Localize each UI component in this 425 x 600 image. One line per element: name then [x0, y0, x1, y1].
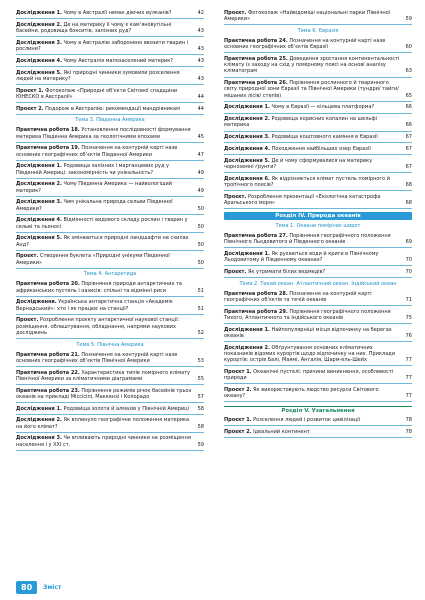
toc-entry-type: Дослідження 3. — [16, 435, 62, 442]
toc-entry-page: 49 — [197, 187, 204, 194]
toc-entry-title: Як змінюються природні ландшафти на схилах Анд? — [16, 235, 189, 248]
toc-entry-page: 51 — [197, 287, 204, 294]
toc-entry-page: 69 — [405, 239, 412, 245]
toc-entry-page: 77 — [405, 375, 412, 381]
toc-entry-type: Дослідження 3. — [16, 199, 62, 206]
toc-entry-type: Практична робота 18. — [16, 127, 80, 134]
toc-entry-title: Обґрунтування основних кліматичних показників відомих курортів щодо відпочинку на них. Приклади курортів: острів Балі, Маямі, Анталія, Шарм-ель-Шейх — [224, 344, 395, 363]
toc-entry[interactable] — [16, 217, 204, 232]
toc-entry-title: Як відрізняється клімат пустель помірного й тропічного поясів? — [224, 175, 390, 188]
toc-entry-page: 77 — [405, 393, 412, 399]
toc-entry-type: Дослідження 3. — [16, 39, 62, 46]
toc-entry-type: Практична робота 23. — [16, 387, 80, 394]
toc-entry-type: Дослідження. — [16, 299, 57, 306]
toc-entry-page: 60 — [405, 44, 412, 51]
toc-entry[interactable] — [16, 181, 204, 196]
toc-entry-title: Створення буклета «Природні унікуми Південної Америки» — [16, 253, 170, 266]
toc-entry[interactable] — [224, 176, 412, 191]
toc-entry-title: Розселення людей і розвиток цивілізації — [251, 417, 361, 424]
toc-entry-title: Чому в Австралії немає діючих вулканів? — [61, 10, 172, 16]
toc-entry-title: Позначення на контурній карті географічних об’єктів та течій океанів — [224, 290, 372, 303]
toc-entry[interactable] — [16, 352, 204, 367]
toc-entry-title: Де на материку її чому є кам’яновугільні басейни, родовища бокситів, залізних руд? — [16, 21, 172, 34]
toc-entry[interactable] — [224, 251, 412, 266]
toc-entry-page: 42 — [197, 10, 204, 16]
toc-entry-title: Доведення зростання континентальності клімату із заходу на схід у помірному поясі на основі аналізу кліматограм — [224, 56, 400, 75]
toc-entry-type: Дослідження 1. — [16, 405, 62, 412]
toc-entry-title: Порівняння географічного положення Північного Льодовитого й Південного океанів — [224, 232, 391, 245]
toc-theme-heading: Тема 1. Океани помірних широт — [275, 222, 361, 229]
toc-entry[interactable] — [16, 417, 204, 432]
toc-entry-page: 65 — [405, 92, 412, 99]
toc-entry-type: Дослідження 1. — [16, 10, 62, 16]
toc-entry-type: Практична робота 22. — [16, 369, 80, 376]
toc-entry-type: Проєкт 1. — [224, 368, 252, 375]
toc-entry-title: Як вплинуло географічне положення материка на його клімат? — [16, 417, 190, 430]
toc-entry[interactable] — [224, 158, 412, 173]
toc-entry-title: Чому в Євразії — кільцева платформа? — [269, 104, 375, 111]
toc-entry-type: Практична робота 27. — [224, 232, 288, 239]
toc-entry-page: 77 — [405, 357, 412, 363]
toc-entry-page: 75 — [405, 314, 412, 321]
toc-entry-page: 47 — [197, 151, 204, 158]
toc-entry[interactable] — [16, 106, 204, 115]
toc-theme-heading: Тема 5. Північна Америка — [76, 341, 144, 348]
toc-entry[interactable] — [16, 406, 204, 415]
toc-theme-heading: Тема 3. Південна Америка — [75, 117, 145, 124]
toc-entry[interactable] — [224, 56, 412, 78]
toc-entry-page: 68 — [405, 200, 412, 206]
toc-entry-page: 63 — [405, 68, 412, 75]
toc-entry-type: Дослідження 2. — [224, 344, 270, 351]
toc-entry-title: Найпопулярніші місця відпочинку на берегах океанів — [224, 326, 392, 339]
toc-entry[interactable] — [16, 388, 204, 403]
toc-entry-title: Фотоколаж «Природні об’єкти Світової спадщини ЮНЕСКО в Австралії» — [16, 87, 178, 100]
toc-entry-page: 78 — [405, 429, 412, 435]
toc-entry-type: Дослідження 1. — [224, 250, 270, 257]
toc-entry-type: Дослідження 2. — [16, 417, 62, 424]
toc-entry-type: Проєкт 1. — [16, 87, 44, 94]
toc-entry[interactable] — [224, 327, 412, 342]
toc-entry[interactable] — [16, 299, 204, 314]
toc-entry-title: Фотоколаж «Найвідоміші національні парки Північної Америки» — [224, 10, 391, 23]
toc-entry[interactable] — [224, 309, 412, 324]
toc-section-heading: Розділ V. Узагальнення — [224, 406, 412, 415]
toc-entry-title: Розроблення проєкту антарктичної наукової станції: розміщення, облаштування, обладнання, напрями наукових досліджень — [16, 317, 180, 336]
toc-entry-type: Практична робота 28. — [224, 290, 288, 297]
toc-entry-title: Чому Австралія малозаселений материк? — [61, 57, 173, 64]
toc-entry-title: Відмінності видового складу рослин і тварин у сельві та льяносі — [16, 217, 188, 230]
toc-entry-page: 43 — [197, 46, 204, 52]
toc-entry-page: 58 — [197, 423, 204, 430]
toc-entry-page: 78 — [405, 417, 412, 424]
toc-entry-type: Проєкт. — [16, 253, 39, 260]
page-footer — [16, 580, 61, 594]
toc-entry-title: Позначення на контурній карті назв основних географічних об’єктів Північної Америки — [16, 351, 178, 364]
toc-entry-title: Як використовують людство ресурси Світового океану? — [224, 386, 379, 399]
toc-entry-title: Установлення послідовності формування материка Південна Америка за геологічними епохами — [16, 127, 191, 140]
toc-entry[interactable] — [16, 70, 204, 85]
toc-entry-title: Ідеальний континент — [251, 429, 310, 435]
toc-entry-title: Подорож в Австралію: рекомендації мандрівникам — [43, 105, 180, 112]
toc-entry-title: Чим унікальна природа сельви Південної Америки? — [16, 199, 173, 212]
toc-entry-title: Чому Південна Америка — найвологіший материк? — [16, 181, 172, 194]
toc-entry-title: Походження найбільших озер Євразії — [269, 146, 371, 152]
toc-entry-page: 50 — [197, 259, 204, 266]
toc-entry-type: Проєкт 2. — [224, 429, 252, 435]
toc-entry-page: 43 — [197, 28, 204, 34]
toc-entry-title: Які природні чинники зумовили розселення людей на материку? — [16, 69, 180, 82]
toc-entry-type: Проєкт 2. — [16, 105, 44, 112]
toc-entry[interactable] — [16, 253, 204, 268]
toc-entry-page: 76 — [405, 332, 412, 339]
toc-entry-title: Родовища залізних і марганцевих руд у Південній Америці: закономірність чи унікальність? — [16, 163, 169, 176]
toc-entry-title: Як рухаються води й криги в Північному Льодовитому й Південному океанах? — [224, 250, 379, 263]
toc-entry-type: Проєкт. — [224, 193, 247, 200]
toc-entry-title: Порівняння рослинного й тваринного світу природної зони Євразії та Північної Америки (тундри/ тайги/ мішаних лісів/ степів) — [224, 80, 399, 99]
toc-entry-type: Практична робота 20. — [16, 281, 80, 288]
toc-entry-page: 67 — [405, 146, 412, 152]
toc-entry[interactable] — [224, 233, 412, 248]
toc-entry-page: 59 — [197, 441, 204, 448]
toc-entry[interactable] — [224, 146, 412, 155]
toc-entry-type: Дослідження 6. — [224, 175, 270, 182]
footer-label: Зміст — [43, 583, 62, 591]
toc-entry-page: 43 — [197, 57, 204, 64]
toc-entry[interactable] — [16, 317, 204, 339]
toc-entry[interactable] — [16, 281, 204, 296]
toc-entry[interactable] — [224, 369, 412, 384]
toc-theme-heading: Тема 6. Євразія — [297, 28, 339, 34]
toc-right-column — [224, 10, 412, 441]
toc-entry-type: Практична робота 24. — [224, 38, 288, 44]
toc-entry[interactable] — [224, 194, 412, 209]
toc-entry[interactable] — [16, 235, 204, 250]
toc-entry-page: 45 — [197, 133, 204, 140]
toc-entry-title: Порівняння режимів річок басейнів трьох океанів на прикладі Міссісіпі, Маккензі і Колорадо — [16, 387, 192, 400]
toc-entry-title: Де й чому сформувалися на материку чорноземні ґрунти? — [224, 157, 373, 170]
toc-entry-title: Родовища корисних копалин на шельфі материка — [224, 116, 378, 129]
toc-entry-type: Дослідження 1. — [224, 326, 270, 333]
toc-entry-page: 53 — [197, 357, 204, 364]
toc-entry-page: 44 — [197, 93, 204, 100]
toc-entry[interactable] — [224, 134, 412, 143]
toc-entry-type: Проєкт 2. — [224, 386, 252, 393]
toc-entry-page: 52 — [197, 329, 204, 336]
toc-entry-page: 44 — [197, 105, 204, 112]
toc-entry[interactable] — [16, 88, 204, 103]
toc-section-heading: Розділ IV. Природа океанів — [224, 212, 412, 220]
toc-entry-page: 70 — [405, 268, 412, 275]
toc-entry[interactable] — [224, 80, 412, 102]
toc-entry-page: 50 — [197, 205, 204, 212]
toc-entry-title: Характеристика типів помірного клімату Північної Америки за кліматичними діаграмами — [16, 369, 191, 382]
toc-entry[interactable] — [224, 38, 412, 53]
toc-entry[interactable] — [224, 345, 412, 367]
toc-entry-type: Проєкт 1. — [224, 417, 252, 424]
toc-entry-title: Розроблення презентації «Екологічна катастрофа Аральського моря» — [224, 193, 381, 206]
toc-entry-type: Проєкт. — [224, 10, 247, 16]
toc-entry-page: 43 — [197, 75, 204, 82]
toc-entry-page: 55 — [197, 375, 204, 382]
toc-entry-type: Дослідження 5. — [224, 157, 270, 164]
toc-entry[interactable] — [16, 145, 204, 160]
toc-entry-page: 71 — [405, 296, 412, 303]
toc-entry-page: 70 — [405, 257, 412, 263]
toc-entry-title: Порівняння природи антарктичних та африканських пустель і оазисів: спільні та відмінні риси — [16, 281, 182, 294]
toc-entry-type: Проєкт. — [16, 317, 39, 324]
toc-entry-type: Дослідження 5. — [16, 69, 62, 76]
toc-entry[interactable] — [224, 291, 412, 306]
toc-entry[interactable] — [16, 40, 204, 55]
toc-entry-page: 67 — [405, 134, 412, 141]
toc-entry[interactable] — [224, 10, 412, 25]
toc-entry[interactable] — [224, 104, 412, 113]
toc-entry-type: Дослідження 3. — [224, 134, 270, 141]
toc-entry[interactable] — [16, 199, 204, 214]
toc-entry[interactable] — [16, 163, 204, 178]
toc-entry-title: Океанічні пустелі: причини виникнення, особливості природи — [224, 368, 394, 381]
toc-entry-title: Українська антарктична станція «Академік Вернадський»: хто і як працює на станції? — [16, 299, 173, 312]
toc-entry-page: 66 — [405, 104, 412, 111]
toc-entry[interactable] — [16, 435, 204, 450]
toc-entry[interactable] — [16, 370, 204, 385]
toc-entry-page: 67 — [405, 164, 412, 170]
toc-entry[interactable] — [16, 58, 204, 67]
toc-entry-page: 50 — [197, 223, 204, 230]
toc-entry[interactable] — [224, 417, 412, 426]
toc-entry-type: Дослідження 4. — [16, 57, 62, 64]
toc-entry[interactable] — [224, 116, 412, 131]
toc-entry-title: Родовища золота й алмазів у Північній Америці — [61, 405, 189, 412]
toc-entry[interactable] — [224, 387, 412, 402]
toc-entry[interactable] — [224, 269, 412, 278]
toc-entry[interactable] — [16, 22, 204, 37]
toc-entry-type: Дослідження 1. — [224, 104, 270, 111]
toc-entry-type: Дослідження 2. — [16, 181, 62, 188]
toc-entry-page: 49 — [197, 169, 204, 176]
toc-entry[interactable] — [16, 10, 204, 19]
toc-entry-page: 57 — [197, 393, 204, 400]
toc-entry[interactable] — [224, 429, 412, 438]
toc-entry-type: Практична робота 21. — [16, 351, 80, 358]
toc-entry-type: Дослідження 5. — [16, 235, 62, 242]
toc-entry-type: Практична робота 26. — [224, 80, 288, 87]
toc-entry-type: Дослідження 4. — [16, 217, 62, 224]
toc-entry-type: Дослідження 2. — [16, 21, 62, 28]
toc-entry-page: 66 — [405, 122, 412, 129]
toc-entry-type: Практична робота 29. — [224, 308, 288, 315]
toc-theme-heading: Тема 4. Антарктида — [83, 271, 137, 278]
toc-entry-page: 59 — [405, 16, 412, 23]
toc-entry-page: 68 — [405, 182, 412, 188]
toc-entry[interactable] — [16, 127, 204, 142]
toc-entry-title: Порівняння географічного положення Тихого, Атлантичного та Індійського океанів — [224, 308, 391, 321]
toc-entry-page: 58 — [197, 405, 204, 412]
toc-entry-type: Дослідження 2. — [224, 116, 270, 123]
toc-entry-title: Позначення на контурній карті назв основних географічних об’єктів Євразії — [224, 38, 386, 51]
toc-entry-type: Проєкт. — [224, 268, 247, 275]
toc-entry-page: 51 — [197, 305, 204, 312]
toc-entry-type: Дослідження 1. — [16, 163, 62, 170]
toc-entry-title: Чому в Австралію заборонено ввозити тварин і рослини? — [16, 39, 189, 52]
toc-entry-type: Дослідження 4. — [224, 146, 270, 152]
toc-theme-heading: Тема 2. Тихий океан. Атлантичний океан. Індійський океан — [239, 280, 397, 287]
page-number: 80 — [16, 581, 37, 594]
toc-entry-title: Як утримати білих ведмедів? — [246, 268, 326, 275]
toc-left-column — [16, 10, 204, 453]
toc-entry-title: Позначення на контурній карті назв основних географічних об’єктів Південної Америки — [16, 145, 178, 158]
toc-entry-title: Чи впливають природні чинники на розміщення населення і у XXI ст. — [16, 435, 191, 448]
toc-entry-type: Практична робота 25. — [224, 56, 288, 62]
toc-entry-page: 50 — [197, 241, 204, 248]
toc-entry-type: Практична робота 19. — [16, 145, 80, 152]
toc-entry-title: Родовища коштовного каміння в Євразії — [269, 134, 378, 141]
